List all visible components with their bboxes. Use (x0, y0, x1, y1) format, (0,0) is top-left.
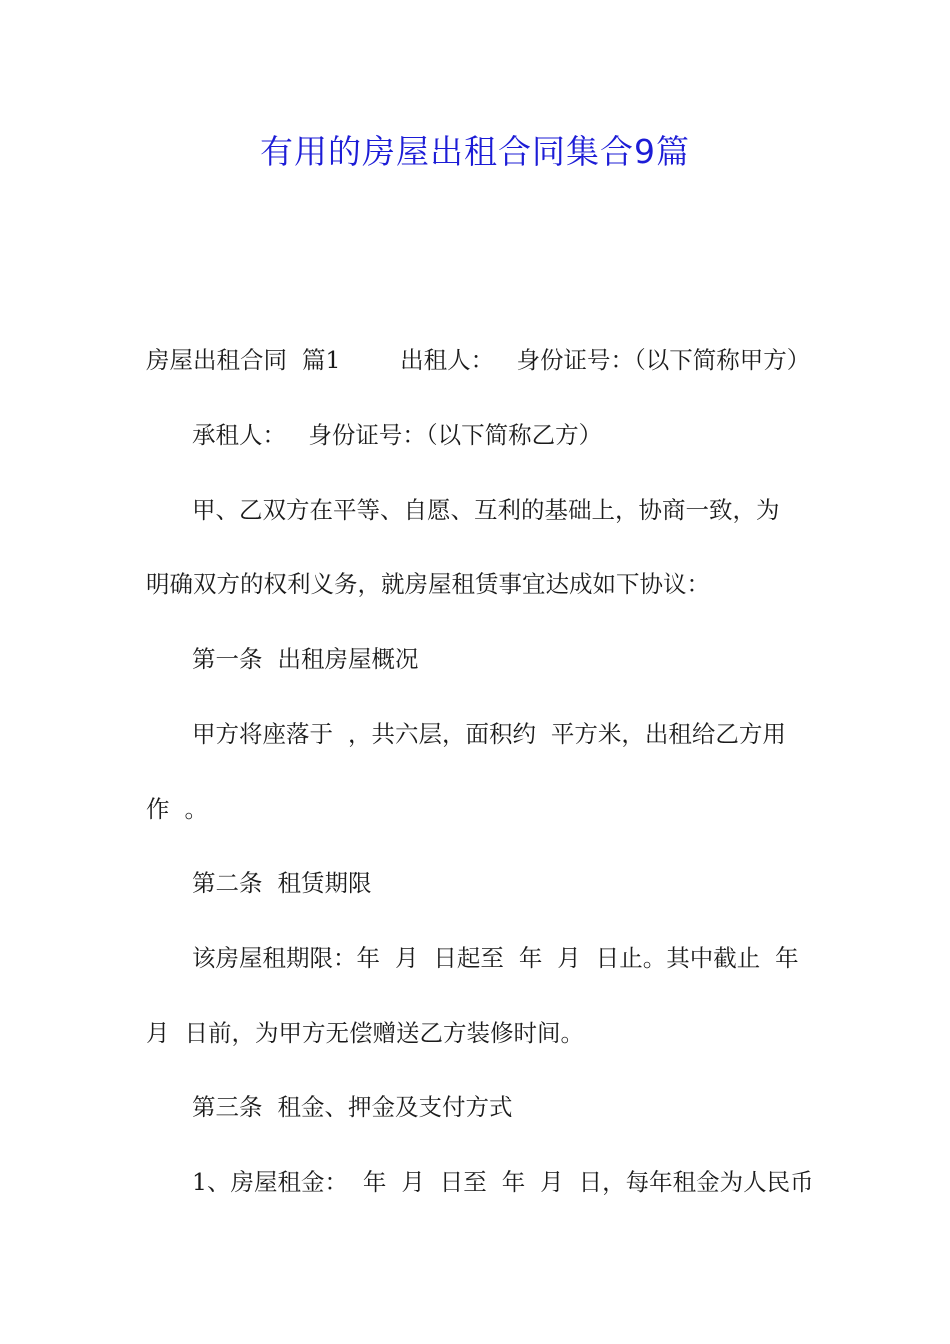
article-heading-1: 第一条 出租房屋概况 (192, 645, 419, 673)
paragraph-line-12: 1、房屋租金： 年 月 日至 年 月 日，每年租金为人民币 (192, 1168, 814, 1196)
paragraph-line-10: 月 日前，为甲方无偿赠送乙方装修时间。 (146, 1019, 584, 1047)
paragraph-line-4: 明确双方的权利义务，就房屋租赁事宜达成如下协议： (146, 570, 710, 598)
paragraph-line-3: 甲、乙双方在平等、自愿、互利的基础上，协商一致，为 (192, 496, 780, 524)
article-heading-3: 第三条 租金、押金及支付方式 (192, 1093, 513, 1121)
paragraph-line-7: 作 。 (146, 795, 208, 823)
document-title: 有用的房屋出租合同集合9篇 (260, 132, 690, 171)
paragraph-line-9: 该房屋租期限：年 月 日起至 年 月 日止。其中截止 年 (192, 944, 799, 972)
paragraph-line-6: 甲方将座落于 ，共六层，面积约 平方米，出租给乙方用 (192, 720, 786, 748)
paragraph-line-1: 房屋出租合同 篇1 出租人： 身份证号：（以下简称甲方） (146, 346, 811, 374)
paragraph-line-2: 承租人： 身份证号：（以下简称乙方） (192, 421, 603, 449)
article-heading-2: 第二条 租赁期限 (192, 869, 372, 897)
